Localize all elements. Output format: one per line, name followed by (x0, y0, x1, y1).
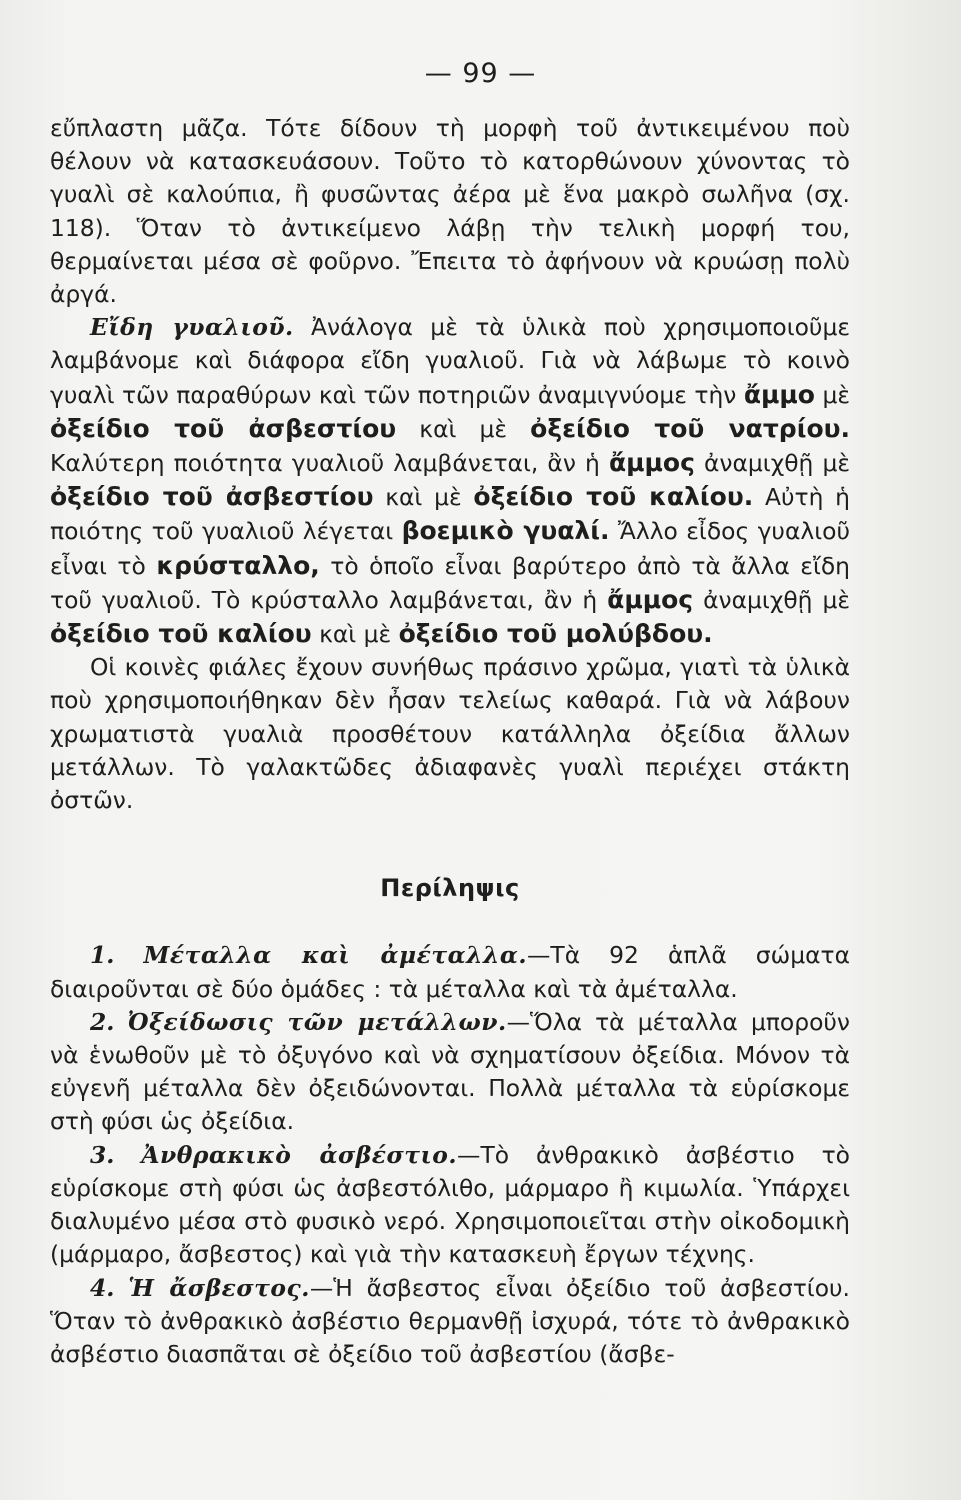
term-crystal: κρύσταλλο, (156, 550, 320, 580)
term-potassium-oxide: ὀξείδιο τοῦ καλίου (50, 619, 312, 649)
summary-item (50, 1006, 850, 1139)
summary-item (50, 1272, 850, 1372)
text-run: καὶ μὲ (373, 483, 474, 512)
summary-item-number: 3. (90, 1140, 115, 1169)
term-sand: ἄμμο (743, 379, 815, 409)
term-calcium-oxide: ὀξείδιο τοῦ ἀσβεστίου (50, 413, 397, 443)
text-run: μὲ (814, 380, 850, 409)
summary-heading: Περίληψις (380, 874, 520, 903)
summary-item-title: Ὀξείδωσις τῶν μετάλλων. (127, 1007, 507, 1036)
text-run: καὶ μὲ (396, 414, 531, 443)
summary-item (50, 939, 850, 1005)
bottles-paragraph: Οἱ κοινὲς φιάλες ἔχουν συνήθως πράσινο χρῶμα, γιατὶ τὰ ὑλικὰ ποὺ χρησιμοποιήθηκαν δὲν ἦσαν τελείως καθαρά. Γιὰ νὰ λάβουν χρωματιστὰ γυαλιὰ προσθέτουν κατάλληλα ὀξείδια ἄλλων μετάλλων. Τὸ γαλακτῶδες ἀδιαφανὲς γυαλὶ περιέχει στάκτη ὀστῶν. (50, 653, 850, 815)
term-sand: ἄμμος (608, 448, 695, 478)
summary-item-title: Ἡ ἄσβεστος. (128, 1273, 310, 1302)
term-sand: ἄμμος (607, 584, 694, 614)
summary-item-number: 4. (90, 1273, 115, 1302)
summary-item-title: Μέταλλα καὶ ἀμέταλλα. (143, 941, 528, 970)
term-potassium-oxide: ὀξείδιο τοῦ καλίου. (473, 482, 754, 512)
text-run: καὶ μὲ (311, 620, 399, 649)
glass-kinds-paragraph (50, 311, 850, 651)
term-lead-oxide: ὀξείδιο τοῦ μολύβδου. (398, 619, 713, 649)
page-body (50, 112, 850, 1371)
text-run: Ἀνάλογα μὲ τὰ ὑλικὰ ποὺ χρησιμοποιοῦμε λαμβάνομε καὶ διάφορα εἴδη γυαλιοῦ. Γιὰ νὰ λάβωμε τὸ κοινὸ γυαλὶ τῶν παραθύρων καὶ τῶν ποτηριῶν ἀναμιγνύομε τὴν (50, 313, 850, 409)
text-run: Καλύτερη ποιότητα γυαλιοῦ λαμβάνεται, ἂν ἡ (50, 449, 609, 478)
text-run: ἀναμιχθῇ μὲ (694, 449, 850, 478)
summary-item-number: 1. (90, 941, 115, 970)
summary-item-text: —Τὸ ἀνθρακικὸ ἀσβέστιο τὸ εὑρίσκομε στὴ φύσι ὡς ἀσβεστόλιθο, μάρμαρο ἢ κιμωλία. Ὑπάρχει διαλυμένο μέσα στὸ φυσικὸ νερό. Χρησιμοποιεῖται στὴν οἰκοδομικὴ (μάρμαρο, ἄσβεστος) καὶ γιὰ τὴν κατασκευὴ ἔργων τέχνης. (50, 1140, 850, 1269)
text-run: ἀναμιχθῇ μὲ (693, 585, 850, 614)
page-number: — 99 — (424, 58, 537, 89)
text-run: Αὐτὴ ἡ ποιότης τοῦ γυαλιοῦ λέγεται (50, 483, 851, 546)
glass-kinds-heading: Εἴδη γυαλιοῦ. (90, 313, 294, 342)
term-calcium-oxide: ὀξείδιο τοῦ ἀσβεστίου (50, 482, 374, 512)
summary-item-text: —Τὰ 92 ἁπλᾶ σώματα διαιροῦνται σὲ δύο ὁμάδες : τὰ μέταλλα καὶ τὰ ἀμέταλλα. (50, 941, 851, 1003)
summary-item-text: —Ὅλα τὰ μέταλλα μποροῦν νὰ ἑνωθοῦν μὲ τὸ ὀξυγόνο καὶ νὰ σχηματίσουν ὀξείδια. Μόνον τὰ εὐγενῆ μέταλλα δὲν ὀξειδώνονται. Πολλὰ μέταλλα τὰ εὑρίσκομε στὴ φύσι ὡς ὀξείδια. (50, 1007, 850, 1136)
term-bohemian-glass: βοεμικὸ γυαλί. (401, 516, 610, 546)
summary-item-title: Ἀνθρακικὸ ἀσβέστιο. (141, 1140, 458, 1169)
text-run: τὸ ὁποῖο εἶναι βαρύτερο ἀπὸ τὰ ἄλλα εἴδη τοῦ γυαλιοῦ. Τὸ κρύσταλλο λαμβάνεται, ἂν ἡ (50, 551, 850, 614)
summary-item-text: —Ἡ ἄσβεστος εἶναι ὀξείδιο τοῦ ἀσβεστίου. Ὅταν τὸ ἀνθρακικὸ ἀσβέστιο θερμανθῇ ἰσχυρά, τότε τὸ ἀνθρακικὸ ἀσβέστιο διασπᾶται σὲ ὀξείδιο τοῦ ἀσβεστίου (ἄσβε- (50, 1273, 850, 1368)
term-sodium-oxide: ὀξείδιο τοῦ νατρίου. (530, 413, 851, 443)
summary-item-number: 2. (90, 1007, 115, 1036)
intro-paragraph: εὔπλαστη μᾶζα. Τότε δίδουν τὴ μορφὴ τοῦ ἀντικειμένου ποὺ θέλουν νὰ κατασκευάσουν. Τοῦτο τὸ κατορθώνουν χύνοντας τὸ γυαλὶ σὲ καλούπια, ἢ φυσῶντας ἀέρα μὲ ἕνα μακρὸ σωλῆνα (σχ. 118). Ὅταν τὸ ἀντικείμενο λάβῃ τὴν τελικὴ μορφή του, θερμαίνεται μέσα σὲ φοῦρνο. Ἔπειτα τὸ ἀφήνουν νὰ κρυώσῃ πολὺ ἀργά. (50, 114, 850, 309)
text-run: Ἄλλο εἶδος γυαλιοῦ εἶναι τὸ (50, 517, 850, 580)
summary-item (50, 1139, 850, 1272)
